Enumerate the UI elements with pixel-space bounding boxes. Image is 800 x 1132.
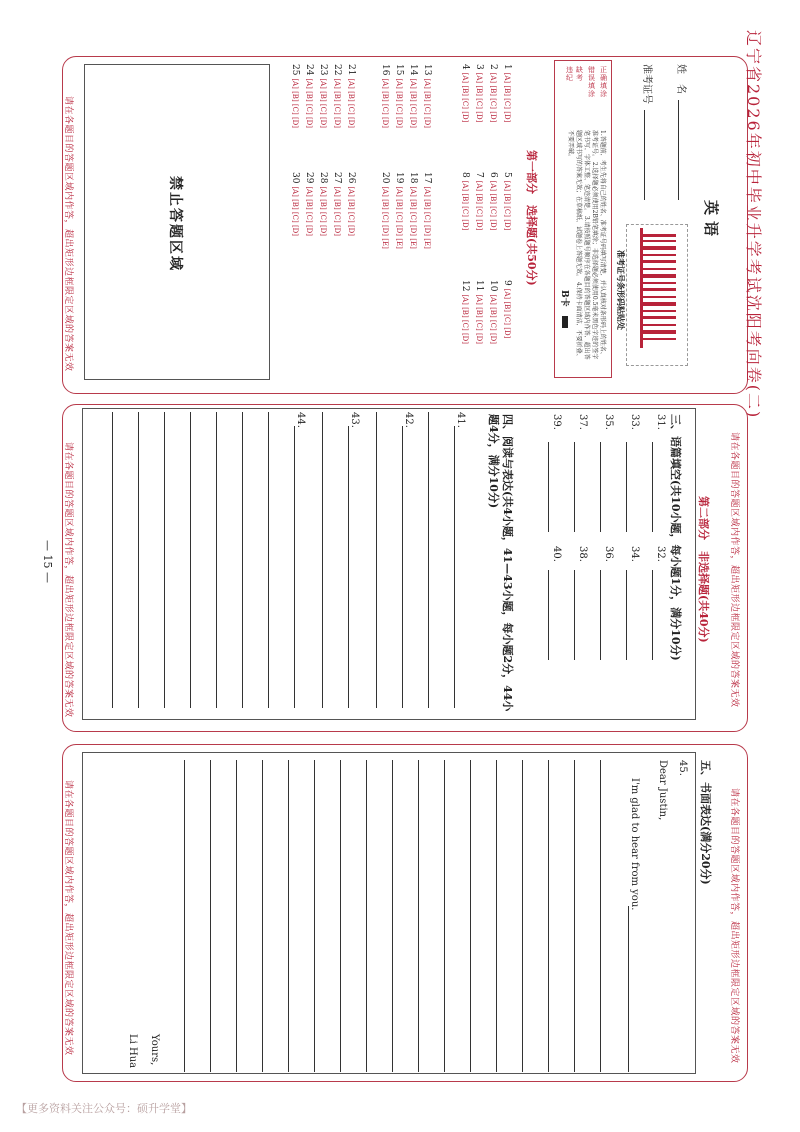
q36-label: 36. xyxy=(603,546,614,562)
part5-title: 五、书面表达(满分20分) xyxy=(699,760,712,885)
promo-text: 【更多资料关注公众号：硕升学堂】 xyxy=(16,1102,192,1115)
q-num: 9 xyxy=(502,280,512,286)
q44-line-6[interactable] xyxy=(164,412,165,708)
q45-line-10[interactable] xyxy=(366,760,367,1072)
q44-line-5[interactable] xyxy=(190,412,191,708)
q7-row xyxy=(474,172,484,230)
q45-line-11[interactable] xyxy=(340,760,341,1072)
q-num: 11 xyxy=(474,280,484,292)
q39-label: 39. xyxy=(551,414,562,430)
q-num: 27 xyxy=(332,172,342,184)
q37-line[interactable] xyxy=(574,442,575,532)
q21-options[interactable]: [A] [B] [C] [D] xyxy=(347,78,355,129)
q-num: 7 xyxy=(474,172,484,178)
q35-line[interactable] xyxy=(600,442,601,532)
name-label: 姓 名 xyxy=(675,64,686,94)
q45-line-8[interactable] xyxy=(418,760,419,1072)
section1-title: 第一部分 选择题(共50分) xyxy=(525,150,538,286)
q45-line-12[interactable] xyxy=(314,760,315,1072)
q17-options[interactable]: [A] [B] [C] [D] [E] xyxy=(423,186,431,249)
q41-label: 41. xyxy=(455,412,466,428)
notice-bottom-left: 请在各题目的答题区域内作答，超出矩形边框限定区域的答案无效 xyxy=(63,780,73,1056)
letter-signature: Li Hua xyxy=(127,1034,138,1069)
q33-label: 33. xyxy=(629,414,640,430)
q-num: 25 xyxy=(290,64,300,76)
q-num: 5 xyxy=(502,172,512,178)
q-num: 20 xyxy=(380,172,390,184)
letter-opening: I'm glad to hear from you. xyxy=(629,778,640,911)
q32-label: 32. xyxy=(655,546,666,562)
q-num: 30 xyxy=(290,172,300,184)
q24-row xyxy=(304,64,314,128)
q-num: 17 xyxy=(422,172,432,184)
q33-line[interactable] xyxy=(626,442,627,532)
q44-line-8[interactable] xyxy=(112,412,113,708)
q7-options[interactable]: [A] [B] [C] [D] xyxy=(475,180,483,231)
q21-row xyxy=(346,64,356,128)
q43-line-1[interactable] xyxy=(348,426,349,708)
q44-line-2[interactable] xyxy=(268,412,269,708)
fill-example-wrong: 错误填涂 xyxy=(588,66,596,98)
letter-greeting: Dear Justin, xyxy=(657,760,668,821)
q36-line[interactable] xyxy=(600,570,601,660)
q45-line-2[interactable] xyxy=(574,760,575,1072)
q45-line-14[interactable] xyxy=(262,760,263,1072)
part3-items xyxy=(520,410,670,590)
q40-label: 40. xyxy=(551,546,562,562)
q26-options[interactable]: [A] [B] [C] [D] xyxy=(347,186,355,237)
q22-row xyxy=(332,64,342,128)
q34-label: 34. xyxy=(629,546,640,562)
q17-row xyxy=(422,172,432,249)
letter-closing: Yours, xyxy=(149,1034,160,1066)
q45-line-3[interactable] xyxy=(548,760,549,1072)
q37-label: 37. xyxy=(577,414,588,430)
q4-options[interactable]: [A] [B] [C] [D] xyxy=(461,72,469,123)
q-num: 28 xyxy=(318,172,328,184)
q-num: 12 xyxy=(460,280,470,292)
instructions-text: 1.答题前，考生先将自己的姓名、准考证号码填写清楚，并认真核对条形码上的姓名、准考证号。 2.选择题必须使用2B铅笔填涂；非选择题必须使用0.5毫米黑色字迹的签字笔书写，字体工整、笔迹清楚。 3.请按照题号顺序在各题目的答题区域内作答，超出答题区域书写的答案无效；在草稿纸、试题卷上答题无效。 4.保持卡面清洁，不要折叠、不要弄破。 xyxy=(567,130,606,360)
subject-title: 英语 xyxy=(702,200,720,243)
q31-label: 31. xyxy=(655,414,666,430)
q-num: 24 xyxy=(304,64,314,76)
q2-options[interactable]: [A] [B] [C] [D] xyxy=(489,72,497,123)
q38-label: 38. xyxy=(577,546,588,562)
q44-line-7[interactable] xyxy=(138,412,139,708)
notice-bottom-right: 请在各题目的答题区域内作答，超出矩形边框限定区域的答案无效 xyxy=(729,788,739,1064)
q20-options[interactable]: [A] [B] [C] [D] [E] xyxy=(381,186,389,249)
forbidden-zone-label: 禁止答题区域 xyxy=(167,176,183,272)
q9-row xyxy=(502,280,512,338)
section3-box xyxy=(82,752,696,1074)
q28-options[interactable]: [A] [B] [C] [D] xyxy=(319,186,327,237)
q-num: 21 xyxy=(346,64,356,76)
q4-row xyxy=(460,64,470,122)
q23-row xyxy=(318,64,328,128)
q25-options[interactable]: [A] [B] [C] [D] xyxy=(291,78,299,129)
q8-row xyxy=(460,172,470,230)
q24-options[interactable]: [A] [B] [C] [D] xyxy=(305,78,313,129)
q45-line-16[interactable] xyxy=(210,760,211,1072)
ticket-label: 准考证号 xyxy=(641,64,652,104)
q14-row xyxy=(408,64,418,128)
q11-row xyxy=(474,280,484,344)
q45-line-9[interactable] xyxy=(392,760,393,1072)
q42-line-2[interactable] xyxy=(376,412,377,708)
q44-line-4[interactable] xyxy=(216,412,217,708)
q30-row xyxy=(290,172,300,236)
q19-row xyxy=(394,172,404,249)
q15-row xyxy=(394,64,404,128)
q45-line-13[interactable] xyxy=(288,760,289,1072)
q38-line[interactable] xyxy=(574,570,575,660)
part3-title: 三、语篇填空(共10小题，每小题1分，满分10分) xyxy=(669,414,682,661)
q-num: 16 xyxy=(380,64,390,76)
q29-row xyxy=(304,172,314,236)
q-num: 26 xyxy=(346,172,356,184)
q10-row xyxy=(488,280,498,344)
q44-label: 44. xyxy=(295,412,306,428)
q44-line-3[interactable] xyxy=(242,412,243,708)
q-num: 14 xyxy=(408,64,418,76)
q-num: 3 xyxy=(474,64,484,70)
q45-line-6[interactable] xyxy=(470,760,471,1072)
q-num: 10 xyxy=(488,280,498,292)
fill-example-title: 正确填涂 xyxy=(600,66,608,98)
fill-example-label-violation: 违纪 xyxy=(566,66,574,82)
q13-options[interactable]: [A] [B] [C] [D] xyxy=(423,78,431,129)
name-line xyxy=(678,100,679,200)
q45-line-17[interactable] xyxy=(184,760,185,1072)
q43-line-2[interactable] xyxy=(322,412,323,708)
q25-row xyxy=(290,64,300,128)
barcode xyxy=(640,228,676,348)
q29-options[interactable]: [A] [B] [C] [D] xyxy=(305,186,313,237)
q6-options[interactable]: [A] [B] [C] [D] xyxy=(489,180,497,231)
page-number: — 15 — xyxy=(41,540,54,583)
q45-line-15[interactable] xyxy=(236,760,237,1072)
q32-line[interactable] xyxy=(652,570,653,660)
q15-options[interactable]: [A] [B] [C] [D] xyxy=(395,78,403,129)
q5-options[interactable]: [A] [B] [C] [D] xyxy=(503,180,511,231)
q43-label: 43. xyxy=(349,412,360,428)
q28-row xyxy=(318,172,328,236)
q1-options[interactable]: [A] [B] [C] [D] xyxy=(503,72,511,123)
q19-options[interactable]: [A] [B] [C] [D] [E] xyxy=(395,186,403,249)
q-num: 8 xyxy=(460,172,470,178)
q12-row xyxy=(460,280,470,344)
q13-row xyxy=(422,64,432,128)
q-num: 19 xyxy=(394,172,404,184)
q-num: 13 xyxy=(422,64,432,76)
q8-options[interactable]: [A] [B] [C] [D] xyxy=(461,180,469,231)
q42-label: 42. xyxy=(403,412,414,428)
q44-line-1[interactable] xyxy=(294,426,295,708)
notice-top-left: 请在各题目的答题区域内作答，超出矩形边框限定区域的答案无效 xyxy=(63,96,73,372)
q-num: 29 xyxy=(304,172,314,184)
section2-title: 第二部分 非选择题(共40分) xyxy=(697,496,710,643)
q-num: 23 xyxy=(318,64,328,76)
fill-example-label-absent: 缺考 xyxy=(576,66,584,82)
q27-row xyxy=(332,172,342,236)
q45-line-0[interactable] xyxy=(628,906,629,1072)
q-num: 22 xyxy=(332,64,342,76)
q-num: 18 xyxy=(408,172,418,184)
q45-line-1[interactable] xyxy=(600,760,601,1072)
q22-options[interactable]: [A] [B] [C] [D] xyxy=(333,78,341,129)
q3-options[interactable]: [A] [B] [C] [D] xyxy=(475,72,483,123)
q39-line[interactable] xyxy=(548,442,549,532)
ticket-line xyxy=(644,110,645,200)
q45-line-4[interactable] xyxy=(522,760,523,1072)
q41-line-1[interactable] xyxy=(454,426,455,708)
q-num: 6 xyxy=(488,172,498,178)
q2-row xyxy=(488,64,498,122)
exam-title: 辽宁省2026年初中毕业升学考试沈阳考向卷(二) xyxy=(744,30,763,420)
q30-options[interactable]: [A] [B] [C] [D] xyxy=(291,186,299,237)
q41-line-2[interactable] xyxy=(428,412,429,708)
q42-line-1[interactable] xyxy=(402,426,403,708)
col1-rows xyxy=(502,64,512,122)
q16-row xyxy=(380,64,390,128)
q12-options[interactable]: [A] [B] [C] [D] xyxy=(461,294,469,345)
part4-title: 四、阅读与表达(共4小题，41—43小题，每小题2分，44小题4分，满分10分) xyxy=(487,414,514,712)
q9-options[interactable]: [A] [B] [C] [D] xyxy=(503,288,511,339)
q23-options[interactable]: [A] [B] [C] [D] xyxy=(319,78,327,129)
q18-options[interactable]: [A] [B] [C] [D] [E] xyxy=(409,186,417,249)
q34-line[interactable] xyxy=(626,570,627,660)
q-num: 4 xyxy=(460,64,470,70)
q-num: 1 xyxy=(502,64,512,70)
q11-options[interactable]: [A] [B] [C] [D] xyxy=(475,294,483,345)
q26-row xyxy=(346,172,356,236)
q14-options[interactable]: [A] [B] [C] [D] xyxy=(409,78,417,129)
card-type-mark xyxy=(562,316,568,328)
q3-row xyxy=(474,64,484,122)
q40-line[interactable] xyxy=(548,570,549,660)
q-num: 2 xyxy=(488,64,498,70)
q18-row xyxy=(408,172,418,249)
q31-line[interactable] xyxy=(652,442,653,532)
q20-row xyxy=(380,172,390,249)
barcode-label: 准考证号条形码粘贴处 xyxy=(616,250,626,330)
q27-options[interactable]: [A] [B] [C] [D] xyxy=(333,186,341,237)
q5-row xyxy=(502,172,512,230)
q45-line-5[interactable] xyxy=(496,760,497,1072)
card-type: B卡 xyxy=(559,290,569,307)
q45-label: 45. xyxy=(677,760,688,776)
q45-line-7[interactable] xyxy=(444,760,445,1072)
q16-options[interactable]: [A] [B] [C] [D] xyxy=(381,78,389,129)
q6-row xyxy=(488,172,498,230)
answer-grid xyxy=(280,60,520,370)
q35-label: 35. xyxy=(603,414,614,430)
notice-middle-right: 请在各题目的答题区域内作答，超出矩形边框限定区域的答案无效 xyxy=(729,432,739,708)
q10-options[interactable]: [A] [B] [C] [D] xyxy=(489,294,497,345)
notice-middle-left: 请在各题目的答题区域内作答，超出矩形边框限定区域的答案无效 xyxy=(63,442,73,718)
q-num: 15 xyxy=(394,64,404,76)
